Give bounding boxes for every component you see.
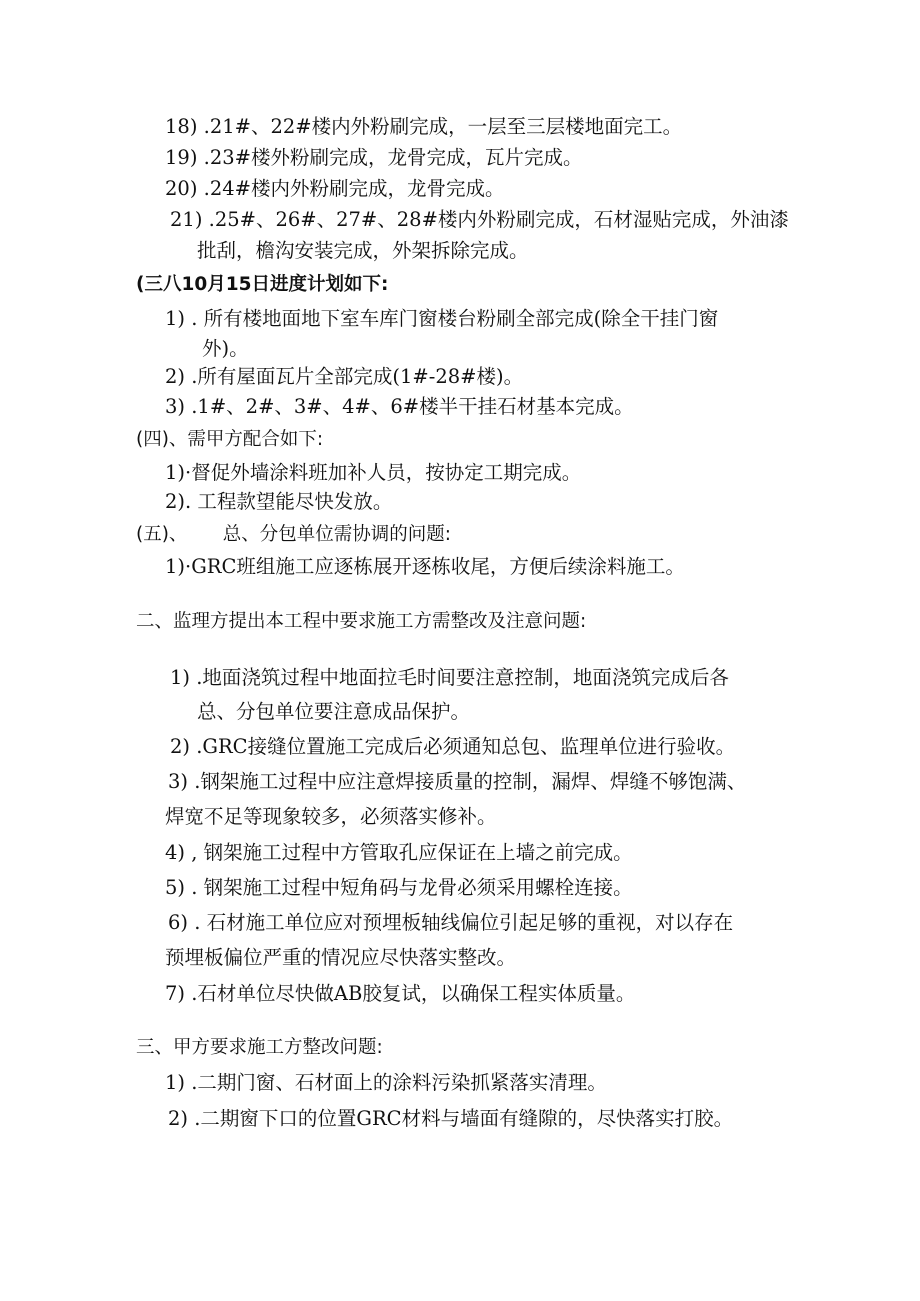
- list-item: 1) . 所有楼地面地下室车库门窗楼台粉刷全部完成(除全干挂门窗: [165, 307, 719, 330]
- list-item: 4) , 钢架施工过程中方管取孔应保证在上墙之前完成。: [165, 841, 633, 864]
- list-item: 20) .24#楼内外粉刷完成，龙骨完成。: [165, 177, 505, 200]
- list-item: 1)·督促外墙涂料班加补人员，按协定工期完成。: [165, 461, 582, 484]
- list-item: 3) .钢架施工过程中应注意焊接质量的控制，漏焊、焊缝不够饱满、: [168, 770, 747, 793]
- list-item-continuation: 总、分包单位要注意成品保护。: [197, 700, 471, 723]
- section-heading: (五)、 总、分包单位需协调的问题:: [136, 524, 451, 545]
- list-item: 3) .1#、2#、3#、4#、6#楼半干挂石材基本完成。: [165, 395, 634, 418]
- part-heading: 二、监理方提出本工程中要求施工方需整改及注意问题:: [136, 611, 587, 632]
- list-item: 1) .二期门窗、石材面上的涂料污染抓紧落实清理。: [165, 1071, 607, 1094]
- list-item: 7) .石材单位尽快做AB胶复试，以确保工程实体质量。: [165, 982, 636, 1005]
- list-item: 2). 工程款望能尽快发放。: [165, 490, 393, 513]
- section-heading: (三八10月15日进度计划如下:: [136, 274, 389, 295]
- list-item: 1)·GRC班组施工应逐栋展开逐栋收尾，方便后续涂料施工。: [165, 555, 685, 578]
- list-item-continuation: 外)。: [202, 337, 249, 360]
- list-item: 5) . 钢架施工过程中短角码与龙骨必须采用螺栓连接。: [165, 876, 633, 899]
- list-item-continuation: 批刮，檐沟安装完成，外架拆除完成。: [197, 239, 529, 262]
- part-heading: 三、甲方要求施工方整改问题:: [136, 1037, 383, 1058]
- list-item: 2) .二期窗下口的位置GRC材料与墙面有缝隙的，尽快落实打胶。: [168, 1107, 734, 1130]
- list-item: 21) .25#、26#、27#、28#楼内外粉刷完成，石材湿贴完成，外油漆: [170, 208, 789, 231]
- list-item: 19) .23#楼外粉刷完成，龙骨完成，瓦片完成。: [165, 146, 583, 169]
- list-item-continuation: 焊宽不足等现象较多，必须落实修补。: [165, 805, 497, 828]
- list-item: 1) .地面浇筑过程中地面拉毛时间要注意控制，地面浇筑完成后各: [170, 666, 729, 689]
- list-item: 2) .GRC接缝位置施工完成后必须通知总包、监理单位进行验收。: [170, 735, 736, 758]
- section-heading: (四)、需甲方配合如下:: [136, 429, 324, 450]
- list-item: 18) .21#、22#楼内外粉刷完成，一层至三层楼地面完工。: [165, 115, 683, 138]
- list-item: 2) .所有屋面瓦片全部完成(1#-28#楼)。: [165, 365, 524, 388]
- list-item-continuation: 预埋板偏位严重的情况应尽快落实整改。: [165, 946, 517, 969]
- list-item: 6) . 石材施工单位应对预埋板轴线偏位引起足够的重视，对以存在: [168, 911, 734, 934]
